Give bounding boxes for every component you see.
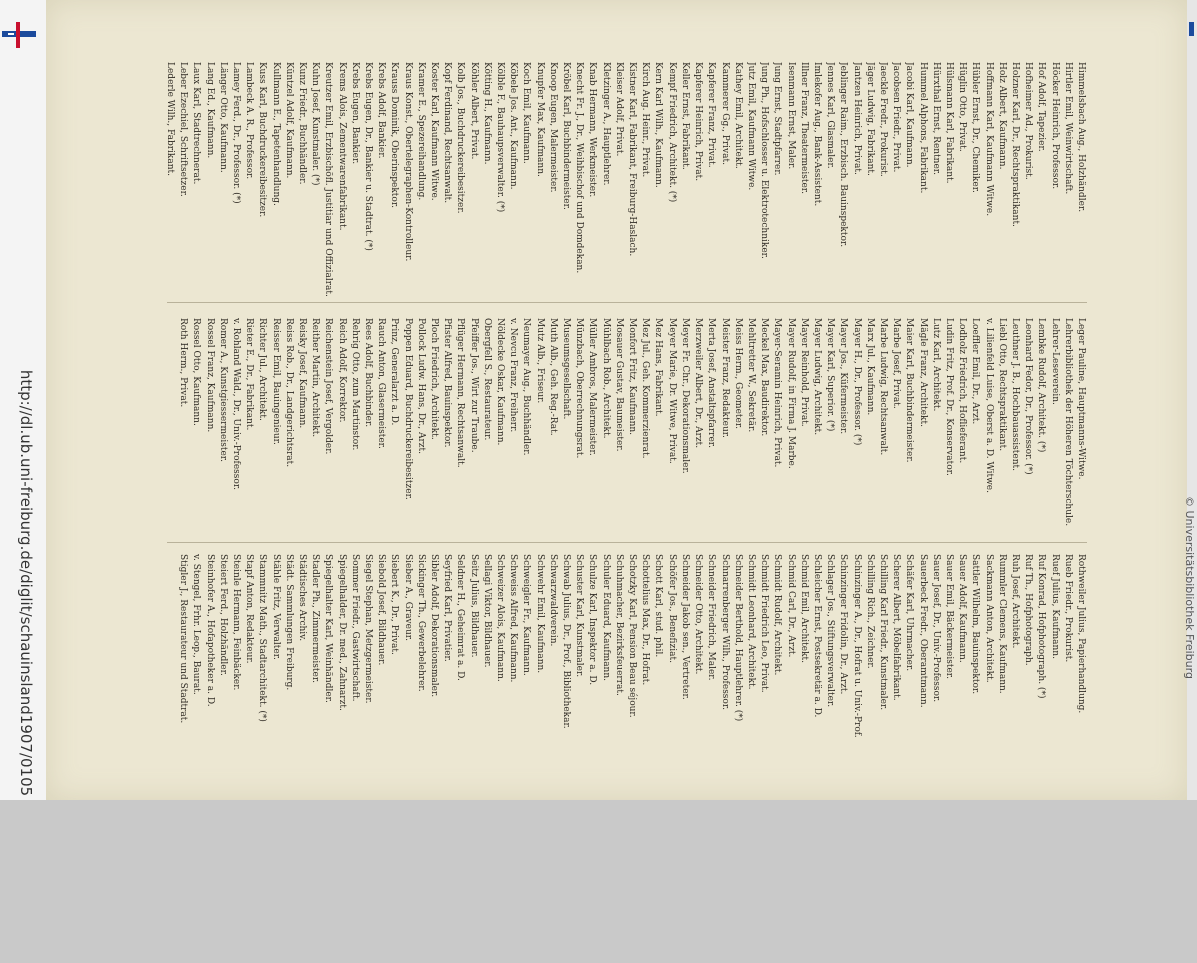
list-item: Mühlbach Rob., Architekt. [600,318,611,439]
list-item: Ruef Julius, Kaufmann. [1049,554,1060,659]
list-item: Lutz Karl, Architekt. [930,318,941,412]
list-item: Kuhn Josef, Kunstmaler. (*) [310,62,321,186]
list-item: Schnarrenberger Wilh., Professor. [719,554,730,711]
list-item: Schleicher Ernst, Postsekretär a. D. [811,554,822,718]
list-item: Siegel Stephan, Metzgermeister. [363,554,374,704]
list-item: Jacobsen Friedr., Privat. [891,62,902,173]
list-item: Pflüger Hermann, Rechtsanwalt. [455,318,466,468]
list-item: Stapf Anton, Redakteur. [244,554,255,664]
list-item: Scherer Albert, Möbelfabrikant. [891,554,902,701]
list-item: Leuthner J. B., Hochbauassistent. [1009,318,1020,471]
list-item: Kunz Friedr., Buchhändler. [297,62,308,185]
list-item: Mehltretter W., Sekretär. [745,318,756,433]
list-item: Steiert Ferd., Holzhändler. [217,554,228,676]
list-item: Knupfer Max, Kaufmann. [534,62,545,177]
list-item: Pfister Alfred, Bauinspektor. [442,318,453,448]
list-item: Schottelius Max, Dr., Hofrat. [640,554,651,686]
column-divider [167,302,1087,303]
list-item: Kleiser Adolf, Privat. [613,62,624,157]
list-item: Schmidt Rudolf, Architekt. [772,554,783,676]
list-item: Sauer Emil, Bäckermeister. [943,554,954,679]
list-item: Mayer Jos., Küfermeister. [838,318,849,435]
list-item: Reiss Rob., Dr., Landgerichtsrat. [283,318,294,468]
list-item: Kopf Ferdinand, Rechtsanwalt. [442,62,453,204]
list-item: Lang Ed., Kaufmann. [204,62,215,159]
list-item: Meiss Herm., Geometer. [732,318,743,430]
list-item: Schweigler Fr., Kaufmann. [521,554,532,676]
list-item: v. Stengel, Frhr. Leop., Baurat. [191,554,202,695]
list-item: Merzweiler Albert, Dr., Arzt. [693,318,704,449]
address-column-2 [176,318,1087,548]
list-item: Hoffmann Karl, Kaufmann Witwe. [983,62,994,217]
list-item: Prinz, Generalarzt a. D. [389,318,400,426]
list-item: Kistner Karl, Fabrikant, Freiburg-Haslach. [627,62,638,257]
list-item: Jung Ernst, Stadtpfarrer. [772,62,783,176]
list-item: Pollock Ludw. Hans, Dr., Arzt. [415,318,426,455]
list-item: Köhler Albert, Privat. [468,62,479,160]
list-item: Jutz Emil, Kaufmann Witwe. [745,62,756,191]
list-item: Steinle Hermann, Feinbäcker. [231,554,241,691]
list-item: Hüglin Otto, Privat. [957,62,968,152]
list-item: Sickinger Th., Gewerbelehrer. [415,554,426,692]
page-url-label [5,203,35,963]
list-item: Hürxthal Ernst, Rentner. [930,62,941,175]
list-item: Mayer Rudolf, in Firma J. Marbe. [785,318,796,469]
list-item: Schmid Carl, Dr., Arzt. [785,554,796,658]
list-item: Merta Josef, Anstaltspfarrer. [706,318,717,448]
list-item: Lodholz Friedrich, Hoflieferant. [957,318,968,464]
url-text: http://dl.ub.uni-freiburg.de/diglit/schauinsland1907/0105 [17,369,35,797]
list-item: Stadler Ph., Zimmermeister. [310,554,321,684]
list-item: Krems Alois, Zementwarenfabrikant. [336,62,347,231]
list-item: Mayer H., Dr., Professor. (*) [851,318,862,446]
list-item: Sattler Wilhelm, Bauinspektor. [970,554,981,695]
list-item: Museumsgesellschaft. [561,318,572,420]
list-item: Monfort Fritz, Kaufmann. [627,318,638,436]
list-item: Kölble F., Bauhaupsverwalter. (*) [495,62,506,213]
list-item: Rueb Friedr., Prokurist. [1062,554,1073,663]
list-item: Koster Karl, Kaufmann Witwe. [429,62,440,201]
list-item: Mez Jul., Geh. Kommerzienrat. [640,318,651,459]
list-item: Schmidt Leonhard, Architekt. [745,554,756,690]
list-item: Ruf Konrad, Hofphotograph. (*) [1036,554,1047,699]
list-item: Hirtler Emil, Weinwirtschaft. [1062,62,1073,195]
list-item: Leonhard Fedor, Dr., Professor. (*) [1023,318,1034,475]
list-item: Sauerbeck Fredr., Oberamtmann. [917,554,928,708]
list-item: Kammerer Gg., Privat. [719,62,730,165]
list-item: Siebold Josef, Bildhauer. [376,554,387,666]
list-item: Kathey Emil, Architekt. [732,62,743,169]
list-item: Seyfried Karl, Privatier. [442,554,453,662]
list-item: Maier Karl, Buchbindermeister. [904,318,915,463]
list-item: Schäfer Karl, Uhrmacher. [904,554,915,672]
list-item: Kuss Karl, Buchdruckereibesitzer. [257,62,268,218]
list-item: Hummel Alphons, Fabrikant. [917,62,928,194]
list-item: Lehrerbibliothek der Höheren Töchterschule. [1062,318,1073,527]
address-column-3 [176,554,1087,794]
list-item: Laux Karl, Stadtrechnerat. [191,62,202,185]
list-item: Rehrig Otto, zum Martinstor. [349,318,360,451]
list-item: Schuhmacher, Bezirksfeuerrat. [613,554,624,696]
list-item: Kröbel Karl, Buchbindermeister. [561,62,572,210]
list-item: Obergfell S., Restaurateur. [481,318,492,441]
list-item: Schuster Karl, Kunstmaler. [574,554,585,678]
list-item: Sauer Josef, Dr., Univ.-Professor. [930,554,941,703]
list-item: Schilling Rich., Zeichner. [864,554,875,669]
list-item: Hofheimer Ad., Prokurist. [1023,62,1034,180]
list-item: Lehrer-Leseverein. [1049,318,1060,405]
list-item: Sellagi Viktor, Bildhauer. [481,554,492,668]
list-item: Holz Albert, Kaufmann. [996,62,1007,170]
list-item: Jacobi Karl, Kaufmann. [904,62,915,168]
list-item: Holzner Karl, Dr., Rechtspraktikant. [1009,62,1020,227]
list-item: Rieter E., Dr., Fabrikant. [244,318,255,431]
list-item: Pfeiffer Jos., Wirt zur Traube. [468,318,479,453]
list-item: Schlager Jos., Stiftungsverwalter. [825,554,836,708]
bookmark-icon[interactable] [1189,22,1194,36]
list-item: Schweizer Alois, Kaufmann. [495,554,506,682]
list-item: Schwab Julius, Dr., Prof., Bibliothekar. [561,554,572,729]
list-item: Richter Jul., Architekt. [257,318,268,421]
list-item: Lambeck A. R., Professor. [244,62,255,180]
list-item: Mosauer Gustav, Baumeister. [613,318,624,452]
list-item: Kreutzer Emil, Erzbischöfl. Justitiar und Offizialrat. [323,62,334,297]
list-item: Kullmann E., Tapetenhandlung. [270,62,281,206]
list-item: Städt. Sammlungen Freiburg. [283,554,294,691]
list-item: Jennes Karl, Glasmaler. [825,62,836,169]
list-item: Kirch Aug. Heinr., Privat. [640,62,651,178]
list-item: Ploch Friedrich, Architekt. [429,318,440,440]
list-item: Neumayer Aug., Buchhändler. [521,318,532,456]
list-item: Reich Adolf, Korrektor. [336,318,347,423]
list-item: Hof Adolf, Tapezier. [1036,62,1047,152]
list-item: Imlekofer Aug., Bank-Assistent. [811,62,822,207]
list-item: Sauer Adolf, Kaufmann. [957,554,968,663]
list-item: Mayer Karl, Superior. (*) [825,318,836,432]
list-item: Marbe Josef, Privat. [891,318,902,409]
list-item: Schulze Karl, Inspektor a. D. [587,554,598,686]
list-item: Himmelsbach Aug., Holzhändler. [1076,62,1086,213]
list-item: Stigler J., Restaurateur und Stadtrat. [178,554,189,724]
list-item: Jaeckle Fredr., Prokurist. [877,62,888,177]
list-item: Muth Alb., Geh. Reg.-Rat. [547,318,558,436]
list-item: Mägle Franz, Architekt. [917,318,928,427]
list-item: Meister Franz, Redakteur. [719,318,730,438]
right-caption: © Universitätsbibliothek Freiburg [1183,496,1196,679]
list-item: Siebert K., Dr., Privat. [389,554,400,655]
list-item: v. Lilienfeld Luise, Oberst a. D. Witwe. [983,318,994,493]
list-item: Sommer Friedr., Gastwirtschaft. [349,554,360,702]
list-item: Marbe Ludwig, Rechtsanwalt. [877,318,888,456]
list-item: Seldner H., Geheimrat a. D. [455,554,466,681]
list-item: Schneider Friedrich, Maler. [706,554,717,681]
list-item: Hübler Ernst, Dr., Chemiker. [970,62,981,193]
list-item: Rummler Clemens, Kaufmann. [996,554,1007,694]
list-item: Hülsmann Karl, Fabrikant. [943,62,954,184]
list-item: Küntzel Adolf, Kaufmann. [283,62,294,179]
list-item: Schotzky Karl, Pension Beau séjour. [627,554,638,718]
list-item: Krebs Adolf, Bankier. [376,62,387,159]
list-item: Kletzinger A., Hauptlehrer. [600,62,611,186]
list-item: Ruf Th., Hofphotograph. [1023,554,1034,666]
list-item: Reichenstein Josef, Vergolder. [323,318,334,455]
list-item: Krebs Eugen, Bankier. [349,62,360,165]
list-item: Jäger Ludwig, Fabrikant. [864,62,875,176]
list-item: Länger Otto, Kaufmann. [217,62,228,173]
list-item: Köbele Jos. Ant., Kaufmann. [508,62,519,190]
list-item: Nöldecke Oskar, Kaufmann. [495,318,506,446]
list-item: Lamey Ferd., Dr., Professor. (*) [231,62,241,204]
list-item: Lembke Rudolf, Architekt. (*) [1036,318,1047,453]
list-item: Kramer E., Spezereihandlung. [415,62,426,201]
list-item: Mayer Ludwig, Architekt. [811,318,822,436]
list-item: Mayer Reinhold, Privat. [798,318,809,427]
address-column-1 [163,62,1087,302]
list-item: Schilling Karl Friedr., Kunstmaler. [877,554,888,711]
list-item: Krebs Eugen, Dr., Bankier u. Stadtrat. (*) [363,62,374,251]
list-item: Mez Hans, Fabrikant. [653,318,664,417]
list-item: Meyer Fr. Chr., Dekorationsmaler. [679,318,690,474]
list-item: Meyer Marie, Dr. Witwe, Privat. [666,318,677,464]
list-item: Meckel Max, Baudirektor. [759,318,770,437]
list-item: Kapferer Franz, Privat. [706,62,717,168]
list-item: Rauch Anton, Glasermeister. [376,318,387,449]
list-item: Poppen Eduard, Buchdruckereibesitzer. [402,318,413,500]
list-item: Kraus Konst., Obertelegraphen-Kontrolleur. [402,62,413,262]
list-item: Schneider Otto, Architekt. [693,554,704,675]
list-item: Schinzinger A., Dr., Hofrat u. Univ.-Prof. [851,554,862,738]
list-item: Krauss Dominik, Oberinspektor. [389,62,400,208]
list-item: Steinhofer A., Hofapotheker a. D. [204,554,215,707]
list-item: Schneider Jakob sen., Vertreter. [679,554,690,700]
list-item: Sackmann Anton, Architekt. [983,554,994,683]
list-item: Schinzinger Fridolin, Dr., Arzt. [838,554,849,695]
list-item: Knecht Fr. J., Dr., Weihbischof und Domdekan. [574,62,585,274]
list-item: Ruh Josef, Architekt. [1009,554,1020,649]
list-item: Kern Karl Wilh., Kaufmann. [653,62,664,188]
list-item: Sieber A., Graveur. [402,554,413,641]
list-item: Schuler Eduard, Kaufmann. [600,554,611,682]
list-item: Spiegelhalter Karl, Weinhändler. [323,554,334,703]
list-item: Leger Pauline, Hauptmanns-Witwe. [1076,318,1086,480]
list-item: v. Nevcu Franz, Freiherr. [508,318,519,433]
list-item: Knoop Eugen, Malermeister. [547,62,558,193]
list-item: Spiegelhalder, Dr. med., Zahnarzt. [336,554,347,711]
list-item: Höcker Heinrich, Professor. [1049,62,1060,190]
list-item: Liebl Otto, Rechtspraktikant. [996,318,1007,452]
list-item: Schwarzwaldverein. [547,554,558,647]
list-item: Rossel Otto, Kaufmann. [191,318,202,426]
list-item: v. Rohland Wald., Dr., Univ.-Professor. [231,318,241,491]
list-item: Ludin Fritz, Prof. Dr., Konservator. [943,318,954,476]
list-item: Schwehr Emil, Kaufmann. [534,554,545,674]
list-item: Isenmann Ernst, Maler. [785,62,796,170]
list-item: Stähle Fritz, Verwalter. [270,554,281,660]
list-item: Reisser Emil, Bauingenieur. [270,318,281,445]
list-item: Kapferer Heinrich, Privat. [693,62,704,182]
list-item: Romer A., Kunstgiessermeister. [217,318,228,462]
list-item: Schweiss Alfred, Kaufmann. [508,554,519,683]
list-item: Seitz Julius, Bildhauer. [468,554,479,658]
list-item: Kolb Jos., Buchdruckereibesitzer. [455,62,466,214]
list-item: Müller Ambros, Malermeister. [587,318,598,456]
list-item: Rees Adolf, Buchbinder. [363,318,374,428]
list-item: Rothweiler Julius, Papierhandlung. [1076,554,1086,714]
list-item: Schmid Emil, Architekt. [798,554,809,664]
list-item: Rossel Franz, Kaufmann. [204,318,215,433]
list-item: Städtisches Archiv. [297,554,308,642]
list-item: Jeblinger Raim., Erzbisch. Bauinspektor. [838,62,849,248]
list-item: Illner Franz, Theatermeister. [798,62,809,194]
list-item: Reisky Josef, Kaufmann. [297,318,308,429]
list-item: Reither Martin, Architekt. [310,318,321,438]
list-item: Kötting H., Kaufmann. [481,62,492,165]
list-item: Knab Hermann, Werkmeister. [587,62,598,198]
list-item: Loeffler Emil, Dr., Arzt. [970,318,981,425]
list-item: Münzbach, Oberrechnungsrat. [574,318,585,459]
list-item: Roth Herm., Privat. [178,318,189,408]
list-item: Schott Karl, stud. phil. [653,554,664,658]
list-item: Schöfer Jos., Benefiziat. [666,554,677,663]
list-item: Mayer-Seramin Heinrich, Privat. [772,318,783,468]
list-item: Jantzen Heinrich, Privat. [851,62,862,175]
list-item: Marx Jul., Kaufmann. [864,318,875,416]
list-item: Stammnitz Math., Stadtarchitekt. (*) [257,554,268,722]
list-item: Jung Ph., Hofschlosser u. Elektrotechniker. [759,62,770,259]
list-item: Keller Ernst, Fabrikant. [679,62,690,170]
list-item: Schmidt Friedrich Leo, Privat. [759,554,770,693]
list-item: Kempf Friedrich, Architekt. (*) [666,62,677,203]
list-item: Mutz Alb., Friseur. [534,318,545,404]
list-item: Sibler Adolf, Dekorationsmaler. [429,554,440,698]
list-item: Lederle Wilh., Fabrikant. [164,62,175,177]
list-item: Schneider Berthold, Hauptlehrer. (*) [732,554,743,722]
list-item: Leber Ezechiel, Schriftsetzer. [178,62,189,197]
list-item: Koch Emil, Kaufmann. [521,62,532,164]
